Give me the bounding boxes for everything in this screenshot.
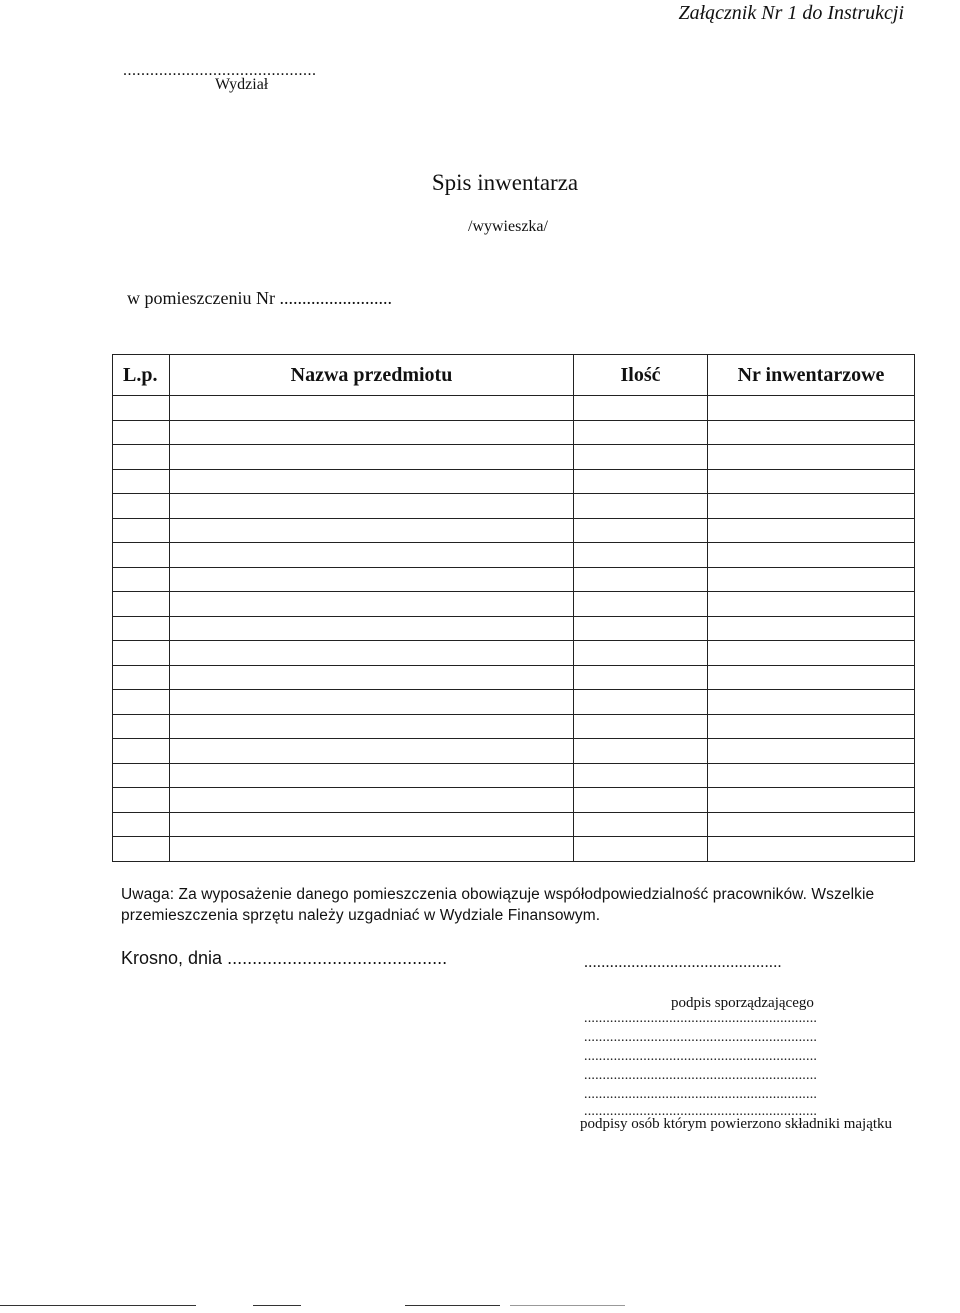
table-cell [170,518,574,543]
table-cell [113,543,170,568]
scan-edge-line [510,1305,625,1306]
table-cell [574,469,708,494]
table-cell [708,494,915,519]
table-cell [574,420,708,445]
place-date-line: Krosno, dnia ............................................ [121,948,448,968]
custodian-signature-line: ............................................................... [584,1049,818,1064]
table-cell [170,763,574,788]
table-cell [708,763,915,788]
table-row [113,641,915,666]
table-cell [113,837,170,862]
scan-edge-line [405,1305,500,1306]
table-row [113,714,915,739]
table-cell [574,567,708,592]
signature-caption: podpis sporządzającego [671,995,814,1011]
table-cell [708,445,915,470]
table-cell [170,812,574,837]
table-cell [708,812,915,837]
note-text: Uwaga: Za wyposażenie danego pomieszczenia obowiązuje współodpowiedzialność pracowników. Wszelkie przemieszczenia sprzętu należy uzgadniać w Wydziale Finansowym. [121,886,875,924]
table-cell [113,665,170,690]
table-cell [574,616,708,641]
table-cell [170,445,574,470]
table-cell [170,837,574,862]
table-cell [170,396,574,421]
scan-edge-line [253,1305,301,1306]
table-cell [574,592,708,617]
table-cell [708,837,915,862]
table-cell [708,714,915,739]
scan-edge-line [0,1305,196,1306]
annex-reference: Załącznik Nr 1 do Instrukcji [678,2,904,24]
table-cell [574,396,708,421]
table-cell [708,788,915,813]
table-cell [708,420,915,445]
signature-line: .............................................. [584,954,782,971]
table-row [113,518,915,543]
table-cell [708,616,915,641]
inventory-table [112,354,915,862]
table-cell [113,494,170,519]
table-row [113,739,915,764]
table-row [113,788,915,813]
table-row [113,763,915,788]
table-cell [170,641,574,666]
room-number-line: w pomieszczeniu Nr ......................... [127,288,392,308]
table-cell [170,420,574,445]
custodian-signature-line: ............................................................... [584,1068,818,1083]
table-row [113,812,915,837]
table-cell [113,420,170,445]
table-cell [708,641,915,666]
table-cell [113,445,170,470]
table-cell [574,543,708,568]
table-cell [574,518,708,543]
table-cell [708,690,915,715]
table-cell [113,739,170,764]
table-cell [708,518,915,543]
custodian-signature-line: ............................................................... [584,1087,818,1102]
column-header-quantity: Ilość [574,355,708,396]
custodian-signature-line: ............................................................... [584,1011,818,1026]
table-header-row [113,355,915,396]
table-cell [574,714,708,739]
table-cell [708,739,915,764]
document-subtitle: /wywieszka/ [468,218,548,235]
department-fill-line: ........................................... [123,62,317,79]
table-cell [708,396,915,421]
table-row [113,420,915,445]
table-cell [113,812,170,837]
table-row [113,567,915,592]
table-cell [574,494,708,519]
table-cell [574,788,708,813]
table-row [113,616,915,641]
table-cell [113,592,170,617]
custodian-signature-line: ............................................................... [584,1030,818,1045]
table-cell [113,396,170,421]
table-cell [708,469,915,494]
table-cell [113,641,170,666]
table-cell [170,616,574,641]
table-row [113,592,915,617]
table-cell [113,518,170,543]
table-cell [574,739,708,764]
table-cell [170,494,574,519]
table-cell [170,543,574,568]
department-label: Wydział [215,76,269,93]
table-cell [574,763,708,788]
table-row [113,396,915,421]
table-cell [170,567,574,592]
table-cell [170,714,574,739]
table-cell [574,812,708,837]
table-cell [170,788,574,813]
custodian-signature-line: ............................................................... [584,1104,818,1119]
table-cell [170,469,574,494]
table-cell [170,739,574,764]
table-cell [574,665,708,690]
table-cell [113,469,170,494]
table-cell [574,641,708,666]
table-row [113,665,915,690]
table-row [113,837,915,862]
table-row [113,494,915,519]
table-row [113,445,915,470]
table-cell [708,665,915,690]
table-row [113,469,915,494]
table-cell [113,690,170,715]
table-cell [113,763,170,788]
table-cell [574,690,708,715]
table-cell [113,788,170,813]
document-title: Spis inwentarza [431,170,579,195]
table-cell [113,616,170,641]
table-cell [170,690,574,715]
column-header-lp: L.p. [113,355,170,396]
column-header-inventory-number: Nr inwentarzowe [708,355,915,396]
custodians-caption: podpisy osób którym powierzono składniki majątku [580,1116,893,1132]
table-row [113,690,915,715]
table-cell [170,665,574,690]
table-cell [113,714,170,739]
table-cell [708,592,915,617]
column-header-item-name: Nazwa przedmiotu [170,355,574,396]
table-cell [170,592,574,617]
table-cell [113,567,170,592]
table-cell [574,837,708,862]
table-cell [708,543,915,568]
table-cell [574,445,708,470]
table-row [113,543,915,568]
table-cell [708,567,915,592]
